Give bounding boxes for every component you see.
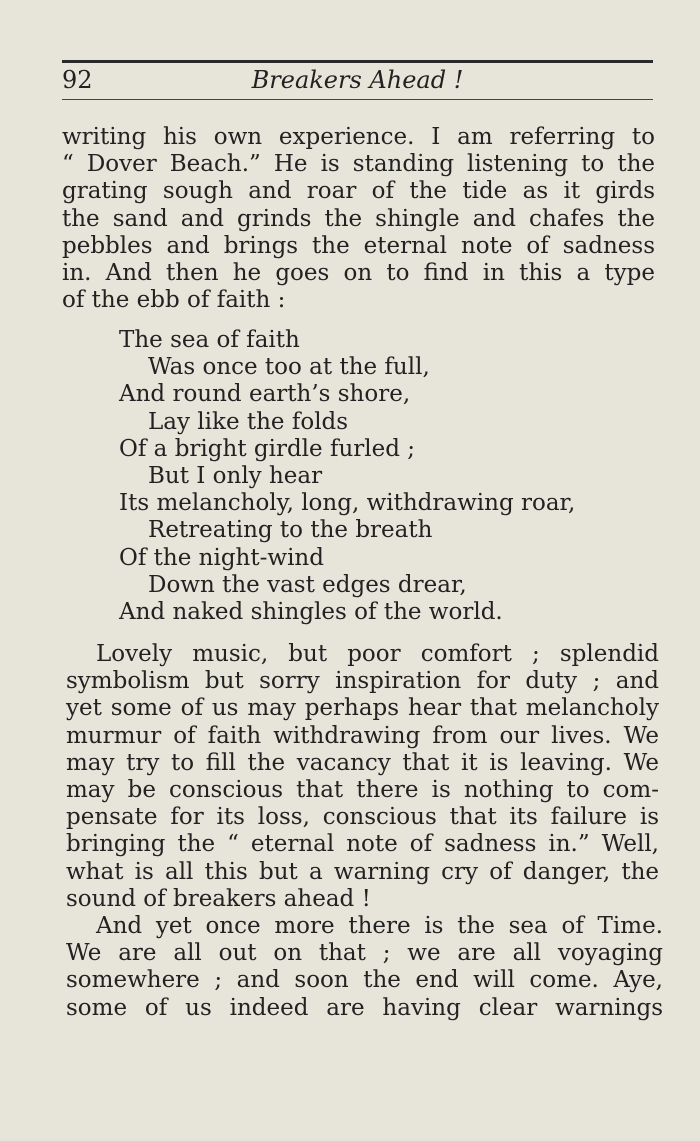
text-line: symbolism but sorry inspiration for duty ; and [66, 668, 659, 695]
poem-line: Down the vast edges drear, [148, 571, 467, 598]
text-line: writing his own experience. I am referring to [62, 124, 655, 150]
text-line: We are all out on that ; we are all voyaging [66, 940, 663, 967]
paragraph-intro [62, 124, 655, 314]
text-line: pensate for its loss, conscious that its failure is [66, 804, 659, 831]
text-line: pebbles and brings the eternal note of sadness [62, 232, 655, 259]
poem-line: The sea of faith [119, 327, 300, 353]
poem-line: Its melancholy, long, withdrawing roar, [119, 490, 576, 517]
text-line: may try to fill the vacancy that it is leaving. We [66, 749, 659, 776]
text-line: in. And then he goes on to find in this a type [62, 260, 655, 287]
text-line: the sand and grinds the shingle and chafes the [62, 205, 655, 232]
text-line: what is all this but a warning cry of danger, the [66, 858, 659, 885]
text-line: yet some of us may perhaps hear that melancholy [66, 695, 659, 722]
text-line: murmur of faith withdrawing from our lives. We [66, 722, 659, 749]
poem-line: And round earth’s shore, [119, 381, 411, 408]
text-line: may be conscious that there is nothing to com- [66, 777, 659, 804]
poem-line: Of the night-wind [119, 544, 324, 571]
header-rule-bottom [62, 99, 653, 100]
text-line: of the ebb of faith : [62, 287, 286, 314]
text-line: some of us indeed are having clear warnings [66, 994, 663, 1021]
poem-line: Of a bright girdle furled ; [119, 435, 416, 462]
poem-line: But I only hear [148, 463, 323, 490]
text-line: sound of breakers ahead ! [66, 885, 371, 912]
page-number: 92 [62, 66, 93, 94]
header-rule-top [62, 60, 653, 63]
text-line: Lovely music, but poor comfort ; splendid [96, 641, 659, 667]
poem-line: And naked shingles of the world. [119, 599, 503, 626]
page-header [62, 66, 653, 96]
poem-line: Lay like the folds [148, 408, 349, 435]
text-line: And yet once more there is the sea of Time. [96, 913, 663, 939]
text-line: grating sough and roar of the tide as it girds [62, 178, 655, 205]
text-line: “ Dover Beach.” He is standing listening to the [62, 151, 655, 178]
poem-line: Retreating to the breath [148, 517, 433, 544]
paragraph-sea-of-time [66, 913, 663, 1022]
poem-line: Was once too at the full, [148, 354, 430, 381]
text-line: somewhere ; and soon the end will come. Aye, [66, 967, 663, 994]
paragraph-commentary [66, 641, 659, 913]
poem-quotation [119, 327, 575, 626]
running-title: Breakers Ahead ! [251, 66, 464, 94]
text-line: bringing the “ eternal note of sadness in.” Well, [66, 831, 659, 858]
